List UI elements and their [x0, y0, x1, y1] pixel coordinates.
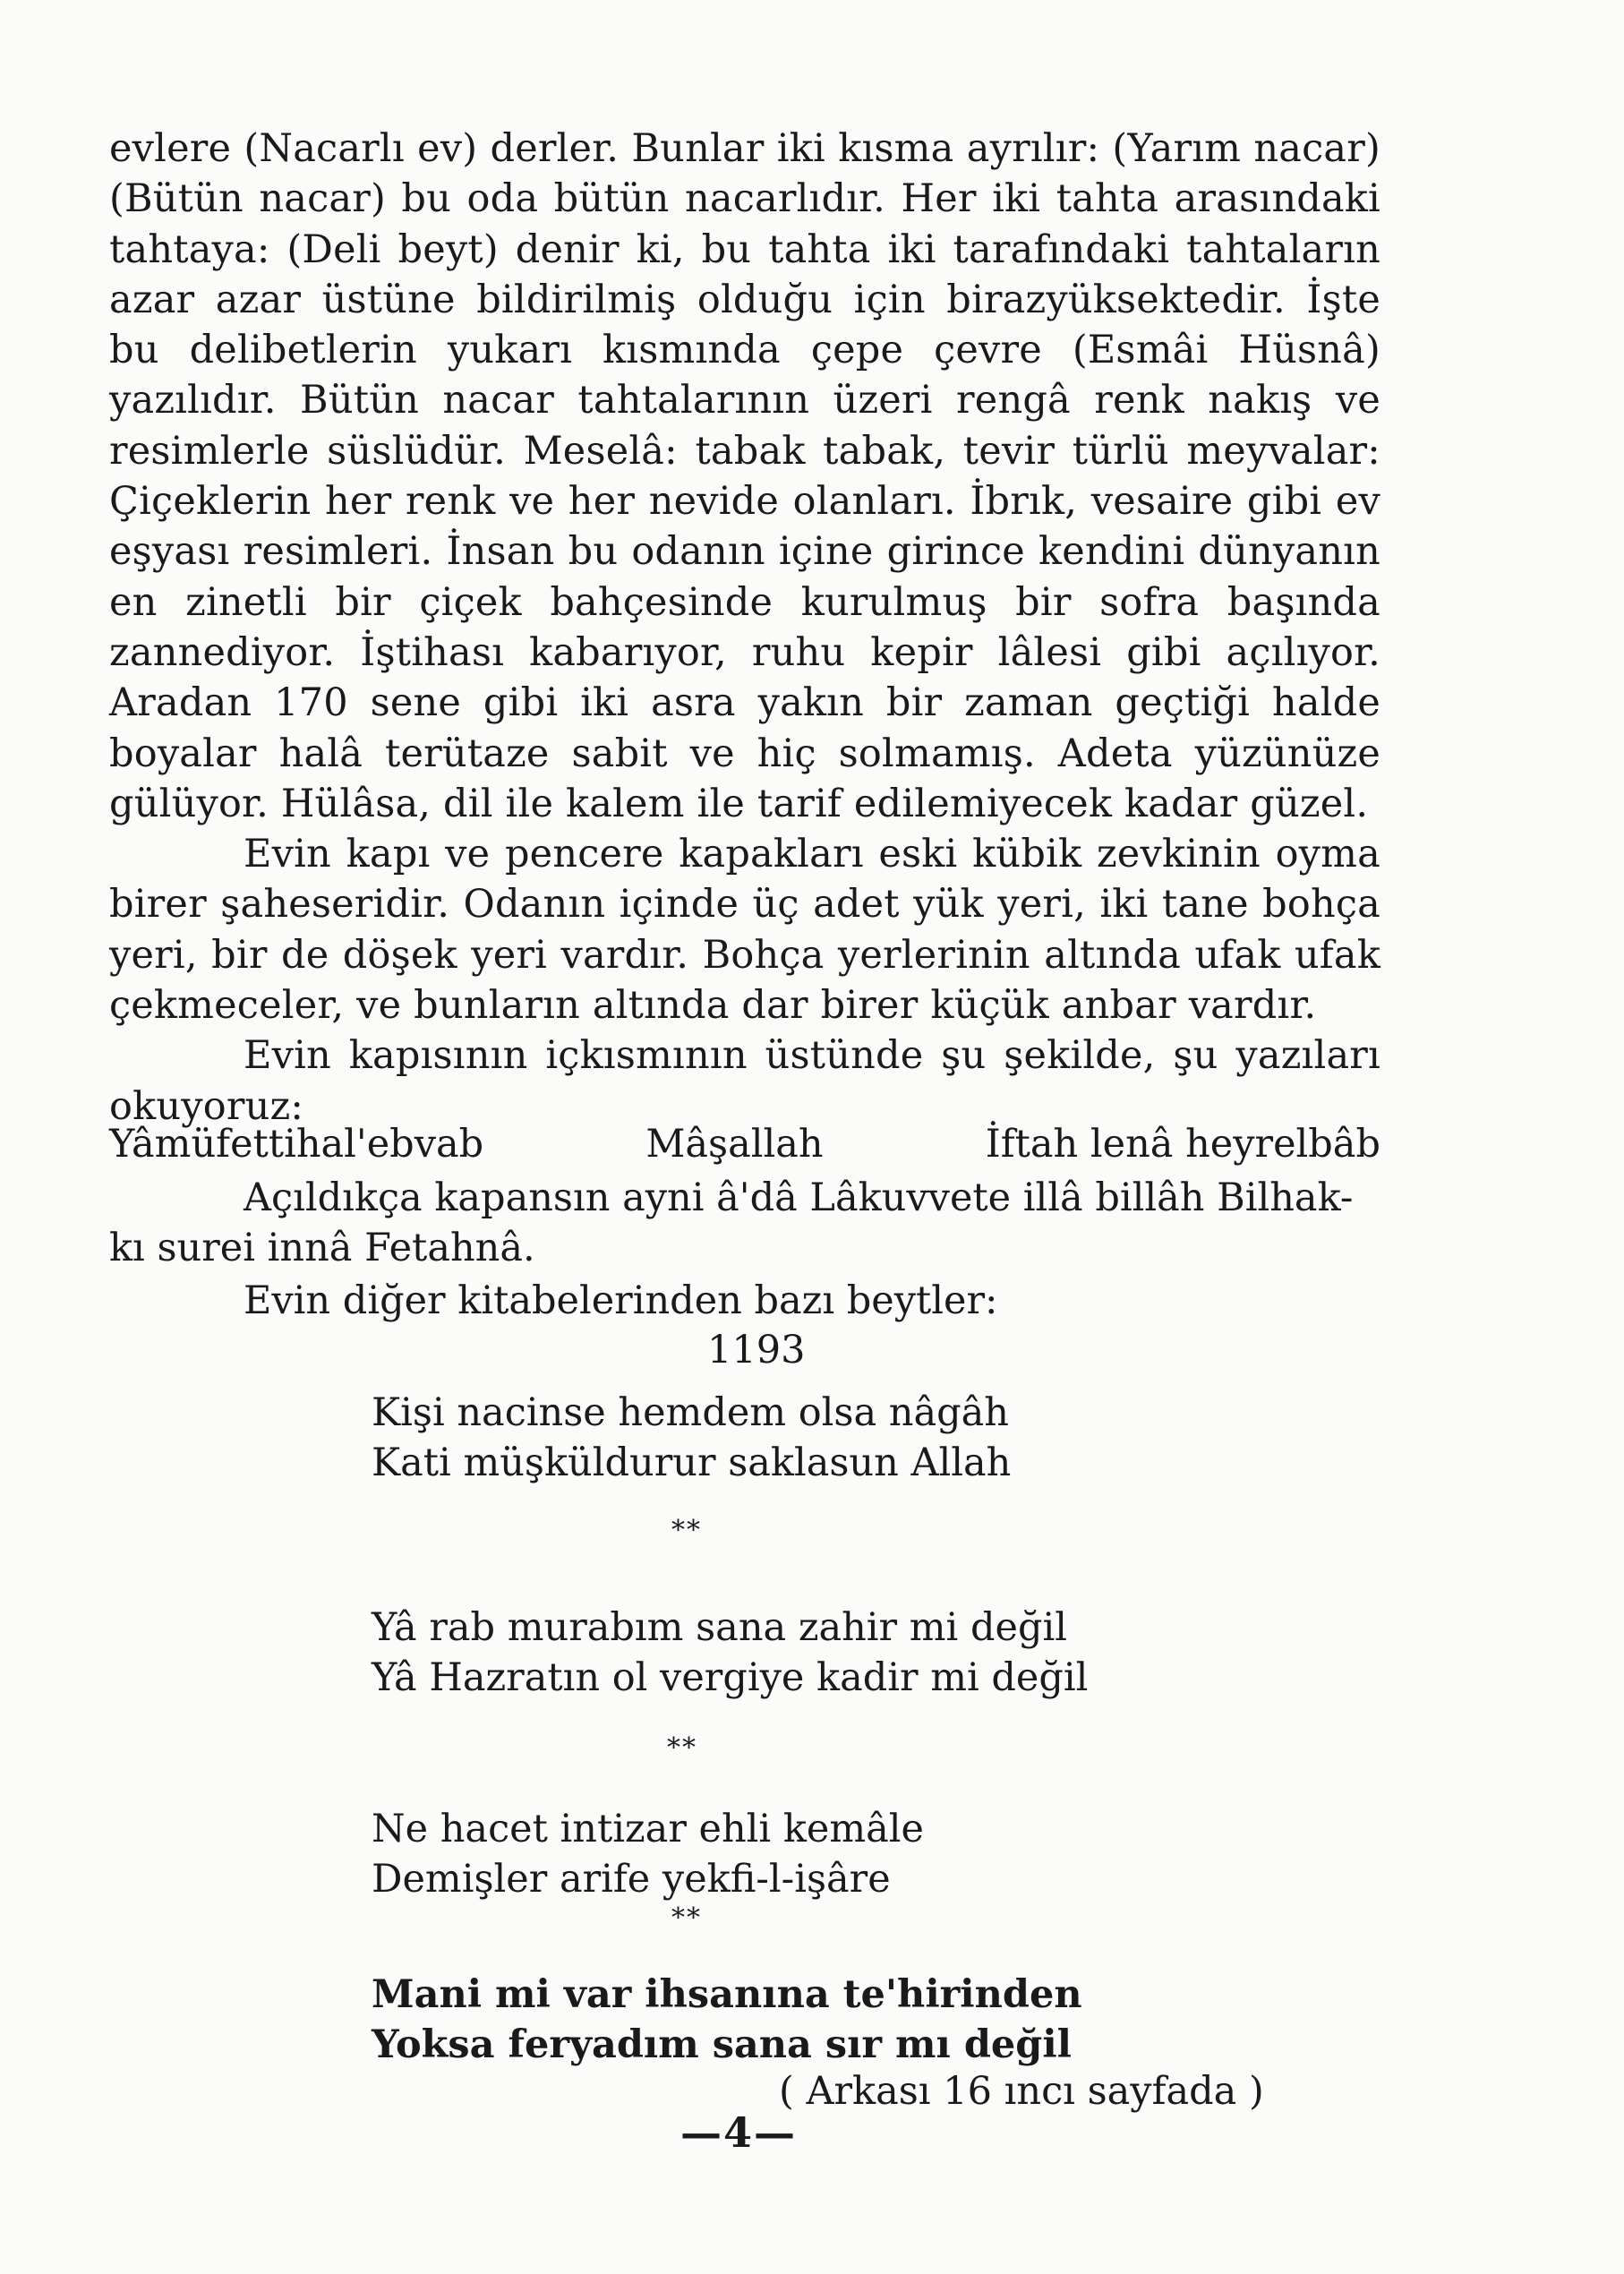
- paragraph-4-line-2: kı surei innâ Fetahnâ.: [109, 1226, 535, 1270]
- couplet-4-line-2: Yoksa feryadım sana sır mı değil: [372, 2022, 1072, 2067]
- separator: **: [671, 1902, 702, 1934]
- paragraph-1: evlere (Nacarlı ev) derler. Bunlar iki kısma ayrılır: (Yarım nacar) (Bütün nacar) bu oda bütün nacarlıdır. Her iki tahta arasındaki tahtaya: (Deli beyt) denir ki, bu tahta iki tarafındaki tahtaların azar azar üstüne bildirilmiş olduğu için birazyüksektedir. İşte bu delibetlerin yukarı kısmında çepe çevre (Esmâi Hüsnâ) yazılıdır. Bütün nacar tahtalarının üzeri rengâ renk nakış ve resimlerle süslüdür. Meselâ: tabak tabak, tevir türlü meyvalar: Çiçeklerin her renk ve her nevide olanları. İbrık, vesaire gibi ev eşyası resimleri. İnsan bu odanın içine girince kendini dünyanın en zinetli bir çiçek bahçesinde kurulmuş bir sofra başında zannediyor. İştihası kabarıyor, ruhu kepir lâlesi gibi açılıyor. Aradan 170 sene gibi iki asra yakın bir zaman geçtiği halde boyalar halâ terütaze sabit ve hiç solmamış. Adeta yüzünüze gülüyor. Hülâsa, dil ile kalem ile tarif edilemiyecek kadar güzel.: [109, 126, 1380, 826]
- inscription-center: Mâşallah: [645, 1122, 824, 1167]
- body-text: [109, 124, 1380, 1132]
- couplet-1-line-1: Kişi nacinse hemdem olsa nâgâh: [372, 1390, 1009, 1435]
- couplet-1-line-2: Kati müşküldurur saklasun Allah: [372, 1440, 1012, 1485]
- couplet-2-line-1: Yâ rab murabım sana zahir mi değil: [372, 1605, 1067, 1650]
- year-heading: 1193: [707, 1328, 806, 1372]
- paragraph-3: Evin kapısının içkısmının üstünde şu şekilde, şu yazıları okuyoruz:: [109, 1033, 1380, 1129]
- couplet-2-line-2: Yâ Hazratın ol vergiye kadir mi değil: [372, 1655, 1089, 1700]
- paragraph-4-line-1: Açıldıkça kapansın ayni â'dâ Lâkuvvete illâ billâh Bilhak-: [244, 1175, 1354, 1220]
- continued-note: ( Arkası 16 ıncı sayfada ): [779, 2069, 1264, 2114]
- couplet-4-line-1: Mani mi var ihsanına te'hirinden: [372, 1972, 1082, 2017]
- page-number: —4—: [680, 2108, 798, 2157]
- paragraph-5: Evin diğer kitabelerinden bazı beytler:: [244, 1278, 998, 1323]
- door-inscription: [109, 1119, 1380, 1169]
- couplet-3-line-2: Demişler arife yekfi-l-işâre: [372, 1857, 891, 1902]
- couplet-3-line-1: Ne hacet intizar ehli kemâle: [372, 1807, 924, 1851]
- paragraph-2: Evin kapı ve pencere kapakları eski kübik zevkinin oyma birer şaheseridir. Odanın içinde üç adet yük yeri, iki tane bohça yeri, bir de döşek yeri vardır. Bohça yerlerinin altında ufak ufak çekmeceler, ve bunların altında dar birer küçük anbar vardır.: [109, 832, 1380, 1029]
- inscription-left: Yâmüfettihal'ebvab: [109, 1122, 484, 1167]
- separator: **: [671, 1515, 702, 1546]
- inscription-right: İftah lenâ heyrelbâb: [985, 1122, 1380, 1167]
- separator: **: [667, 1732, 697, 1764]
